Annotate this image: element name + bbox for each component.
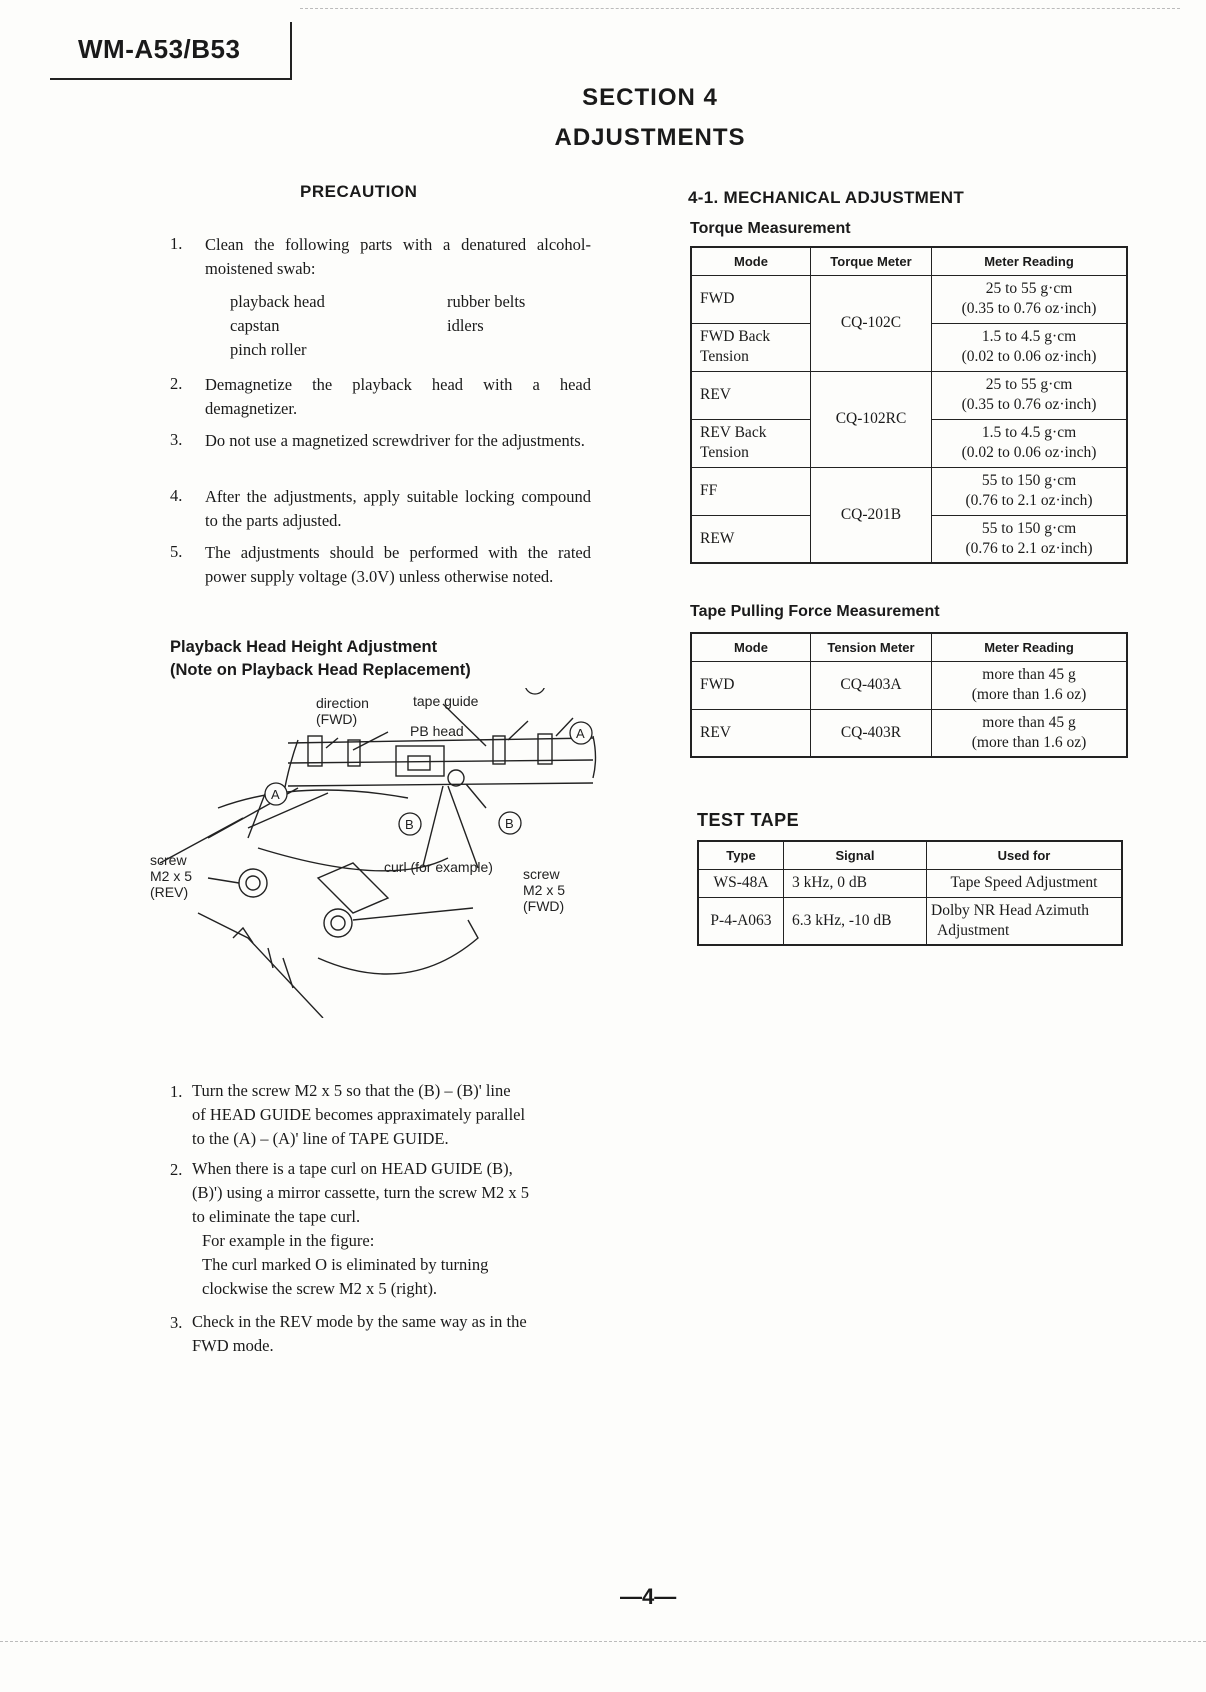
test-used: Tape Speed Adjustment <box>927 869 1123 897</box>
reading-line: 25 to 55 g·cm <box>985 376 1073 393</box>
label-direction: direction <box>316 695 369 711</box>
step-3 <box>192 1310 612 1358</box>
reading-line: more than 45 g <box>982 713 1076 731</box>
section-title <box>500 78 800 158</box>
label-b-left: B <box>405 817 414 832</box>
label-a-left: A <box>271 787 280 802</box>
part-capstan: capstan <box>230 316 280 335</box>
reading-line: (more than 1.6 oz) <box>971 686 1087 703</box>
table-row <box>691 661 1127 709</box>
part-pinch-roller: pinch roller <box>230 340 307 359</box>
label-screw-rev-2: M2 x 5 <box>150 868 193 884</box>
torque-meter: CQ-102RC <box>811 371 932 467</box>
reading-line: 1.5 to 4.5 g·cm <box>981 328 1077 345</box>
precaution-num-2: 2. <box>170 374 183 393</box>
reading-line: (0.35 to 0.76 oz·inch) <box>961 300 1097 317</box>
part-rubber-belts: rubber belts <box>447 292 526 311</box>
used-line: Adjustment <box>937 921 1010 939</box>
table-row <box>691 371 1127 419</box>
step-1-line-2: of HEAD GUIDE becomes appraximately parallel <box>192 1105 526 1124</box>
pulling-reading <box>932 661 1128 709</box>
head-height-title: Playback Head Height Adjustment <box>170 638 438 656</box>
precaution-num-5: 5. <box>170 542 183 561</box>
label-fwd: (FWD) <box>316 711 358 727</box>
test-signal: 3 kHz, 0 dB <box>784 869 927 897</box>
label-tape-guide: tape guide <box>413 693 479 709</box>
label-screw-rev-1: screw <box>150 852 187 868</box>
step-2-line-3: to eliminate the tape curl. <box>192 1207 361 1226</box>
model-name: WM-A53/B53 <box>78 34 241 64</box>
reading-line: 55 to 150 g·cm <box>981 472 1077 489</box>
label-screw-rev-3: (REV) <box>150 884 189 900</box>
precaution-item-1: Clean the following parts with a denatured alcohol-moistened swab: <box>205 235 591 278</box>
test-type: P-4-A063 <box>698 897 784 945</box>
section-number: SECTION 4 <box>582 84 718 111</box>
test-tape-table <box>697 840 1123 946</box>
mode-line: REV Back <box>700 424 767 441</box>
torque-header-reading: Meter Reading <box>932 247 1128 275</box>
step-1 <box>192 1079 612 1151</box>
torque-mode: REV <box>691 371 811 419</box>
pulling-mode: FWD <box>691 661 811 709</box>
label-screw-fwd-1: screw <box>523 866 560 882</box>
test-header-signal: Signal <box>784 841 927 869</box>
torque-title: Torque Measurement <box>690 220 851 237</box>
pulling-reading <box>932 709 1128 757</box>
step-2-line-1: When there is a tape curl on HEAD GUIDE (B), <box>192 1159 513 1178</box>
torque-reading <box>932 515 1128 563</box>
step-1-line-3: to the (A) – (A)' line of TAPE GUIDE. <box>192 1129 449 1148</box>
torque-reading <box>932 419 1128 467</box>
label-b-right: B <box>505 816 514 831</box>
reading-line: (0.76 to 2.1 oz·inch) <box>965 492 1093 509</box>
step-1-line-1: Turn the screw M2 x 5 so that the (B) – (B)' line <box>192 1081 511 1100</box>
table-row <box>698 869 1122 897</box>
label-curl: curl (for example) <box>384 859 493 875</box>
torque-reading <box>932 275 1128 323</box>
table-row <box>691 275 1127 323</box>
part-playback-head: playback head <box>230 292 325 311</box>
reading-line: 25 to 55 g·cm <box>985 280 1073 297</box>
pulling-header-reading: Meter Reading <box>932 633 1128 661</box>
mode-line: FWD Back <box>700 328 771 345</box>
reading-line: 55 to 150 g·cm <box>981 519 1077 537</box>
precaution-num-3: 3. <box>170 430 183 449</box>
table-row <box>698 897 1122 945</box>
pulling-table <box>690 632 1128 758</box>
step-2-line-5: The curl marked O is eliminated by turning <box>202 1255 489 1274</box>
label-a-right: A <box>576 726 585 741</box>
precaution-item-3: Do not use a magnetized screwdriver for the adjustments. <box>205 431 585 450</box>
step-2 <box>192 1157 612 1301</box>
scan-line-bottom <box>0 1641 1206 1642</box>
step-num-3: 3. <box>170 1313 183 1332</box>
torque-mode: FWD <box>691 275 811 323</box>
precaution-item-2: Demagnetize the playback head with a head demagnetizer. <box>205 375 591 418</box>
section-name: ADJUSTMENTS <box>554 124 746 151</box>
mode-line: Tension <box>700 444 749 461</box>
torque-meter: CQ-102C <box>811 275 932 371</box>
step-3-line-1: Check in the REV mode by the same way as in the <box>192 1312 527 1331</box>
mechanical-adjustment-title: 4-1. MECHANICAL ADJUSTMENT <box>688 188 965 207</box>
step-num-2: 2. <box>170 1160 183 1179</box>
scan-line-top <box>300 8 1180 9</box>
step-2-line-2: (B)') using a mirror cassette, turn the screw M2 x 5 <box>192 1183 530 1202</box>
table-row <box>691 467 1127 515</box>
precaution-num-1: 1. <box>170 234 183 253</box>
mode-line: Tension <box>700 348 749 365</box>
label-pb-head: PB head <box>410 723 464 739</box>
torque-header-mode: Mode <box>691 247 811 275</box>
torque-mode <box>691 323 811 371</box>
head-height-subtitle: (Note on Playback Head Replacement) <box>170 661 471 679</box>
reading-line: (0.35 to 0.76 oz·inch) <box>961 396 1097 413</box>
used-line: Dolby NR Head Azimuth <box>931 901 1089 919</box>
test-header-type: Type <box>698 841 784 869</box>
test-used <box>927 897 1123 945</box>
reading-line: (0.76 to 2.1 oz·inch) <box>965 539 1093 557</box>
test-tape-title: TEST TAPE <box>697 810 800 830</box>
step-3-line-2: FWD mode. <box>192 1336 274 1355</box>
label-screw-fwd-3: (FWD) <box>523 898 565 914</box>
torque-mode: FF <box>691 467 811 515</box>
reading-line: 1.5 to 4.5 g·cm <box>981 424 1077 441</box>
torque-header-meter: Torque Meter <box>811 247 932 275</box>
test-header-used: Used for <box>927 841 1123 869</box>
torque-reading <box>932 323 1128 371</box>
reading-line: more than 45 g <box>982 666 1076 683</box>
step-2-line-4: For example in the figure: <box>202 1231 375 1250</box>
page-number: —4— <box>620 1584 677 1609</box>
pulling-header-meter: Tension Meter <box>811 633 932 661</box>
torque-mode <box>691 419 811 467</box>
precaution-item-4: After the adjustments, apply suitable locking compound to the parts adjusted. <box>205 487 591 530</box>
precaution-item-5: The adjustments should be performed with the rated power supply voltage (3.0V) unless otherwise noted. <box>205 543 591 586</box>
pulling-mode: REV <box>691 709 811 757</box>
pulling-title: Tape Pulling Force Measurement <box>690 603 940 620</box>
pulling-meter: CQ-403A <box>811 661 932 709</box>
head-height-diagram <box>148 688 608 1018</box>
precaution-title: PRECAUTION <box>300 182 418 201</box>
torque-meter: CQ-201B <box>811 467 932 563</box>
reading-line: (0.02 to 0.06 oz·inch) <box>961 444 1097 461</box>
part-idlers: idlers <box>447 316 484 335</box>
torque-mode: REW <box>691 515 811 563</box>
torque-table <box>690 246 1128 564</box>
test-signal: 6.3 kHz, -10 dB <box>784 897 927 945</box>
reading-line: (more than 1.6 oz) <box>971 733 1087 751</box>
table-row <box>691 709 1127 757</box>
precaution-num-4: 4. <box>170 486 183 505</box>
step-2-line-6: clockwise the screw M2 x 5 (right). <box>202 1279 438 1298</box>
reading-line: (0.02 to 0.06 oz·inch) <box>961 348 1097 365</box>
torque-reading <box>932 371 1128 419</box>
step-num-1: 1. <box>170 1082 183 1101</box>
pulling-meter: CQ-403R <box>811 709 932 757</box>
label-screw-fwd-2: M2 x 5 <box>523 882 566 898</box>
test-type: WS-48A <box>698 869 784 897</box>
torque-reading <box>932 467 1128 515</box>
pulling-header-mode: Mode <box>691 633 811 661</box>
